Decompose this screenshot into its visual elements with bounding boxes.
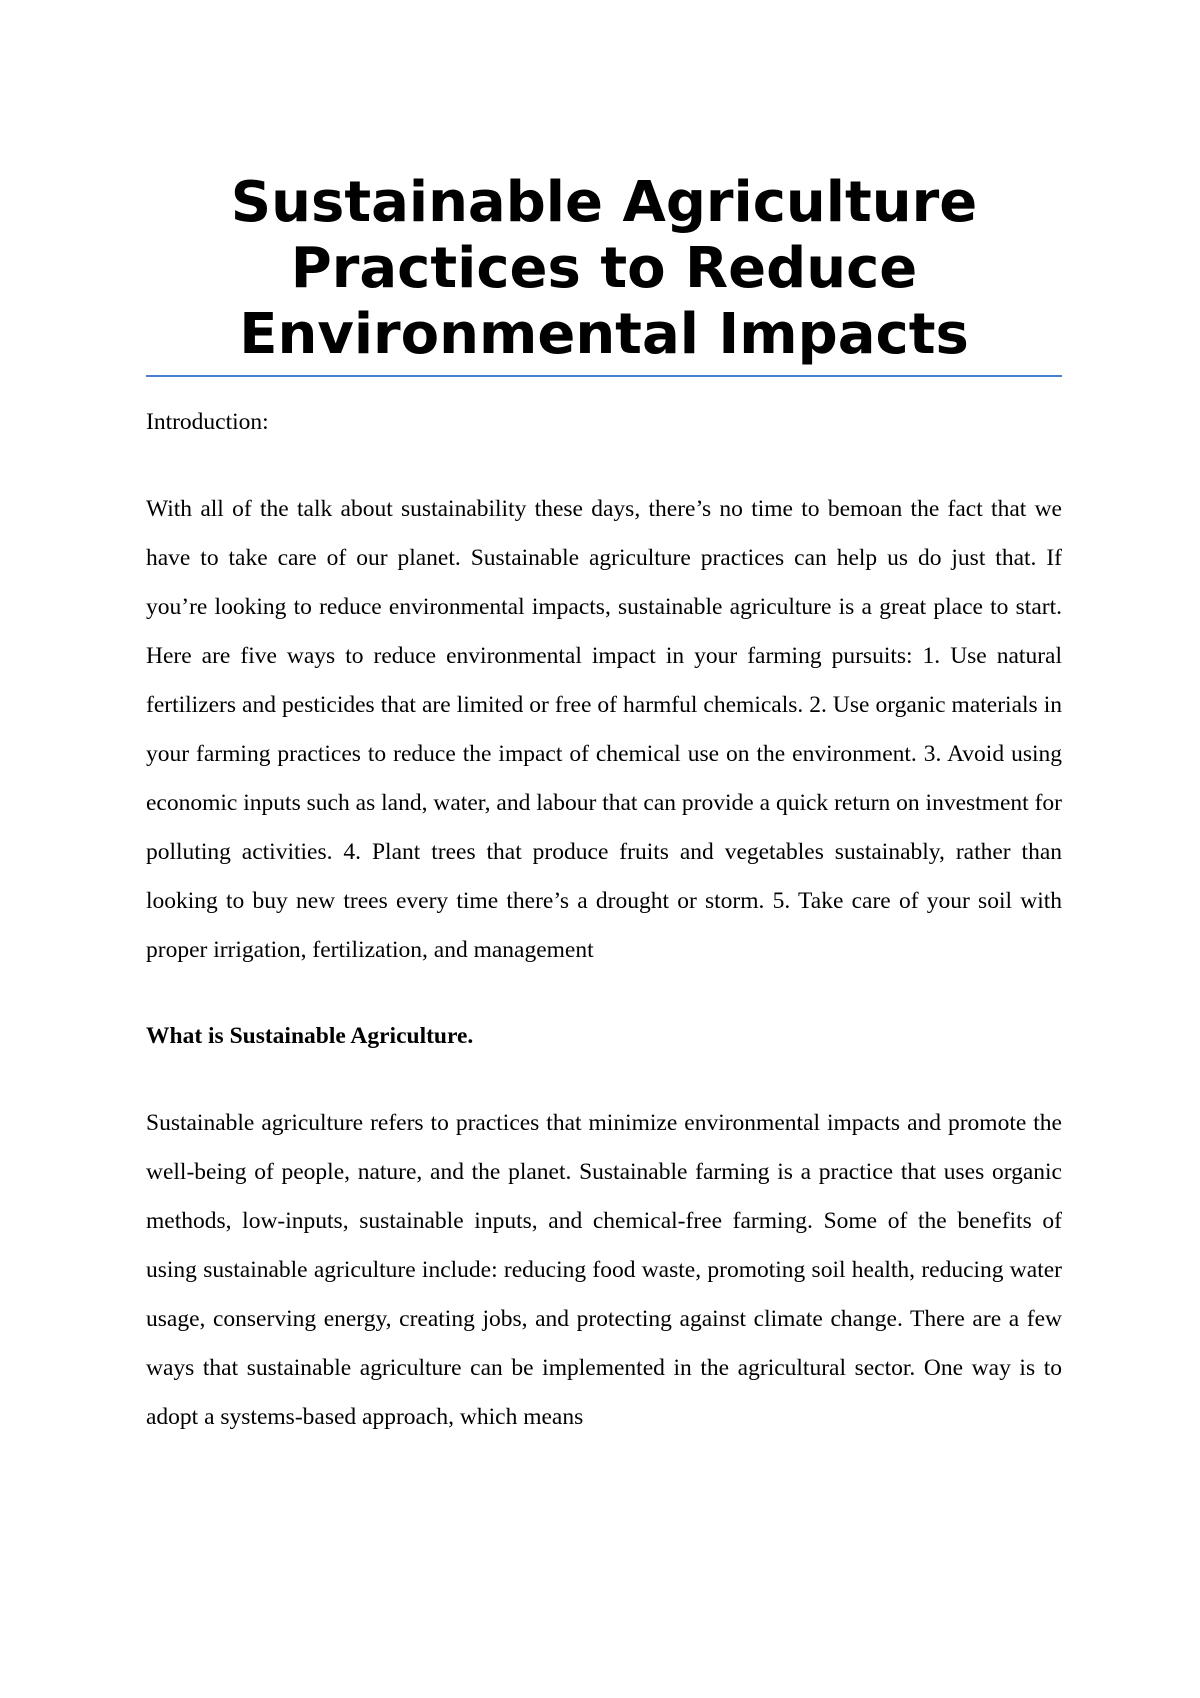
intro-label: Introduction: xyxy=(146,409,269,435)
title-underline-divider xyxy=(146,375,1062,377)
section-paragraph: Sustainable agriculture refers to practices that minimize environmental impacts and promote the well-being of people, nature, and the planet. Sustainable farming is a practice that uses organic methods, low-inputs, sustainable inputs, and chemical-free farming. Some of the benefits of using sustainable agriculture include: reducing food waste, promoting soil health, reducing water usage, conserving energy, creating jobs, and protecting against climate change. There are a few ways that sustainable agriculture can be implemented in the agricultural sector. One way is to adopt a systems-based approach, which means xyxy=(146,1110,1062,1430)
section-heading: What is Sustainable Agriculture. xyxy=(146,1023,474,1049)
intro-paragraph: With all of the talk about sustainability these days, there’s no time to bemoan the fact that we have to take care of our planet. Sustainable agriculture practices can help us do just that. If you’re looking to reduce environmental impacts, sustainable agriculture is a great place to start. Here are five ways to reduce environmental impact in your farming pursuits: 1. Use natural fertilizers and pesticides that are limited or free of harmful chemicals. 2. Use organic materials in your farming practices to reduce the impact of chemical use on the environment. 3. Avoid using economic inputs such as land, water, and labour that can provide a quick return on investment for polluting activities. 4. Plant trees that produce fruits and vegetables sustainably, rather than looking to buy new trees every time there’s a drought or storm. 5. Take care of your soil with proper irrigation, fertilization, and management xyxy=(146,496,1062,963)
document-body xyxy=(146,403,1062,1442)
document-title: Sustainable Agriculture Practices to Reduce Environmental Impacts xyxy=(230,170,978,367)
